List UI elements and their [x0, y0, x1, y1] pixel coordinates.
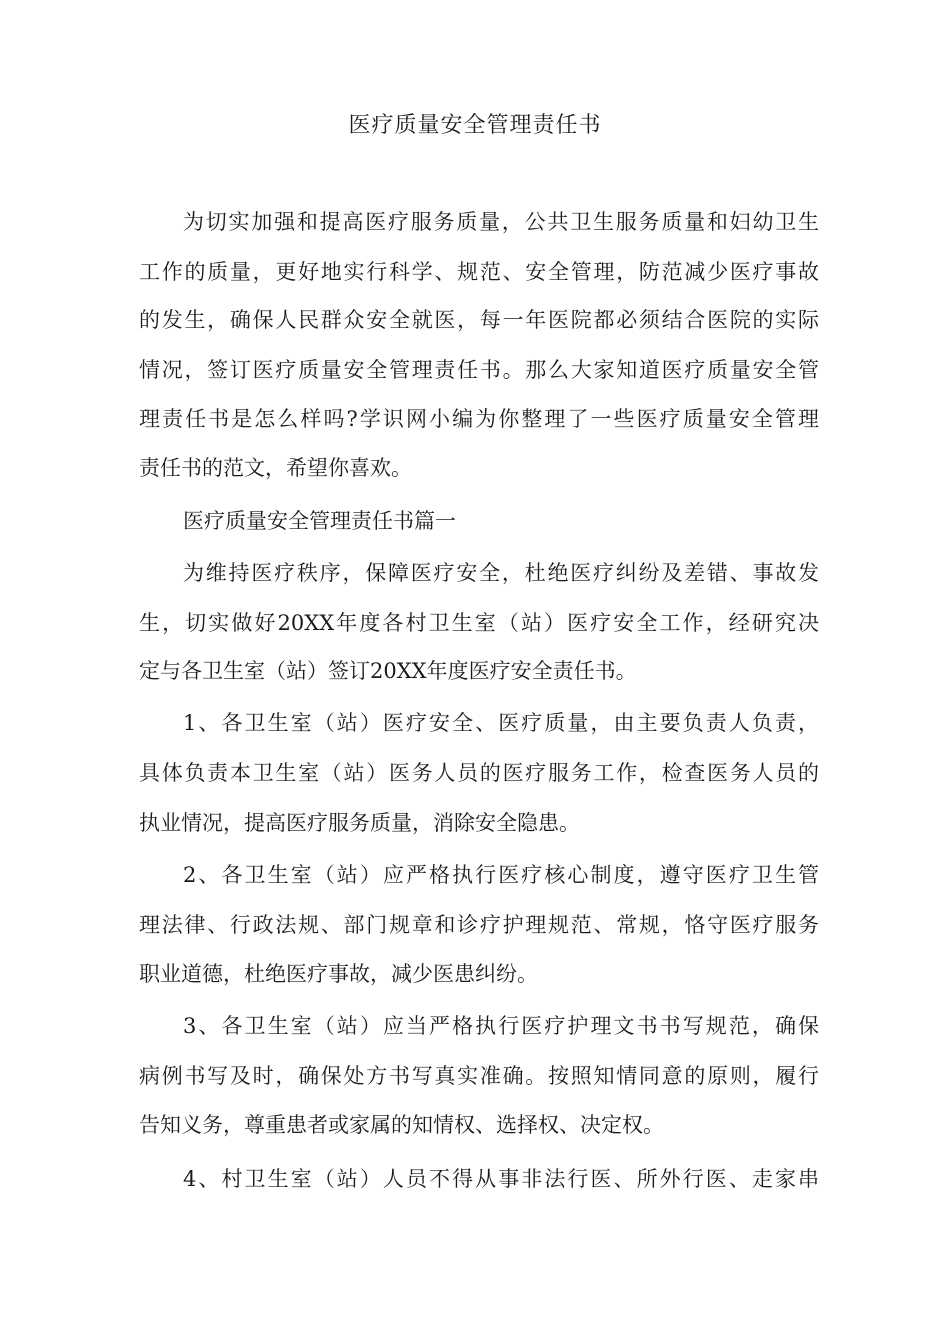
paragraph-line: 2、各卫生室（站）应严格执行医疗核心制度，遵守医疗卫生管: [183, 863, 819, 887]
paragraph-line: 3、各卫生室（站）应当严格执行医疗护理文书书写规范，确保: [183, 1014, 819, 1038]
paragraph-line: 的发生，确保人民群众安全就医，每一年医院都必须结合医院的实际: [139, 308, 819, 332]
paragraph-line: 为切实加强和提高医疗服务质量，公共卫生服务质量和妇幼卫生: [183, 210, 819, 234]
paragraph-line: 理责任书是怎么样吗?学识网小编为你整理了一些医疗质量安全管理: [139, 407, 819, 431]
paragraph-line: 具体负责本卫生室（站）医务人员的医疗服务工作，检查医务人员的: [139, 761, 819, 785]
paragraph-line: 定与各卫生室（站）签订20XX年度医疗安全责任书。: [139, 659, 637, 683]
paragraph-line: 为维持医疗秩序，保障医疗安全，杜绝医疗纠纷及差错、事故发: [183, 561, 819, 585]
paragraph-line: 病例书写及时，确保处方书写真实准确。按照知情同意的原则，履行: [139, 1064, 819, 1088]
document-title: 医疗质量安全管理责任书: [348, 113, 602, 138]
paragraph-line: 工作的质量，更好地实行科学、规范、安全管理，防范减少医疗事故: [139, 260, 819, 284]
paragraph-line: 1、各卫生室（站）医疗安全、医疗质量，由主要负责人负责，: [183, 711, 819, 735]
paragraph-line: 理法律、行政法规、部门规章和诊疗护理规范、常规，恪守医疗服务: [139, 913, 819, 937]
paragraph-line: 4、村卫生室（站）人员不得从事非法行医、所外行医、走家串: [183, 1167, 819, 1191]
section-heading: 医疗质量安全管理责任书篇一: [183, 509, 456, 533]
paragraph-line: 执业情况，提高医疗服务质量，消除安全隐患。: [139, 811, 580, 835]
paragraph-line: 情况，签订医疗质量安全管理责任书。那么大家知道医疗质量安全管: [139, 358, 819, 382]
paragraph-line: 生，切实做好20XX年度各村卫生室（站）医疗安全工作，经研究决: [139, 611, 819, 635]
paragraph-line: 告知义务，尊重患者或家属的知情权、选择权、决定权。: [139, 1113, 664, 1137]
paragraph-line: 职业道德，杜绝医疗事故，减少医患纠纷。: [139, 962, 538, 986]
paragraph-line: 责任书的范文，希望你喜欢。: [139, 456, 412, 480]
